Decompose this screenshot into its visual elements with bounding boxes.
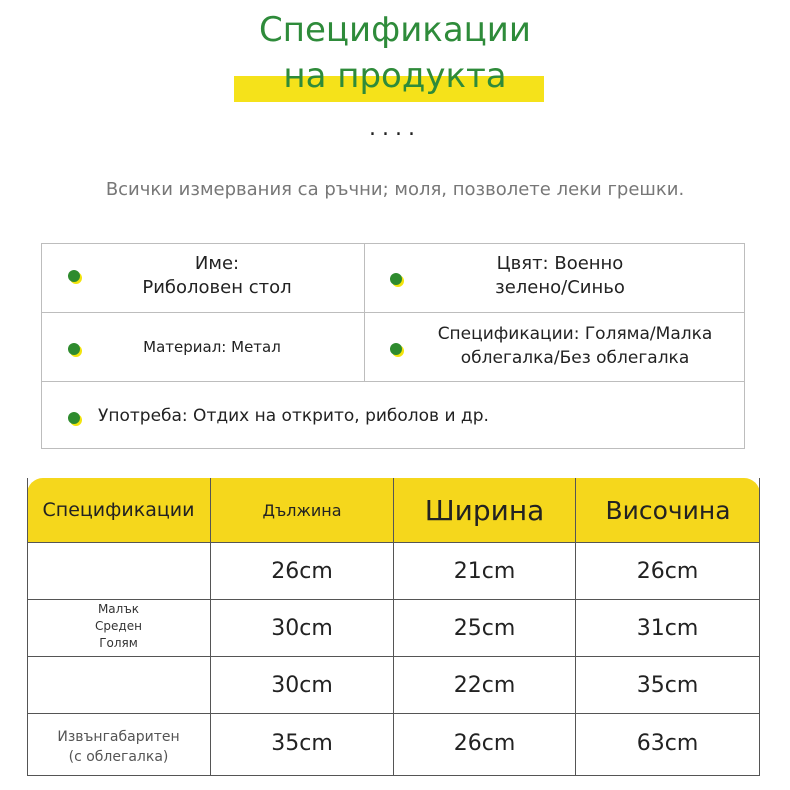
attr-usage: Употреба: Отдих на открито, риболов и др. (98, 406, 489, 426)
attr-spec-line-2: облегалка/Без облегалка (460, 348, 690, 368)
oversize-label-line-1: Извънгабаритен (57, 728, 180, 745)
bullet-icon (68, 343, 80, 355)
header-length: Дължина (262, 500, 342, 520)
width-cell: 26cm (453, 731, 516, 756)
table-row (27, 600, 760, 657)
attr-usage-cell (42, 382, 744, 449)
length-cell: 26cm (271, 559, 333, 584)
size-small-label: Малък (97, 602, 140, 616)
height-cell: 63cm (636, 731, 699, 756)
attr-name-value: Риболовен стол (142, 277, 292, 298)
attr-spec-line-1: Спецификации: Голяма/Малка (437, 324, 713, 344)
header-height: Височина (605, 495, 731, 525)
decorative-dots: .... (369, 116, 421, 141)
length-cell: 30cm (271, 673, 333, 698)
height-cell: 35cm (636, 673, 699, 698)
page-title-line-2: на продукта (283, 56, 507, 96)
attr-color-cell (365, 244, 745, 312)
height-cell: 31cm (636, 616, 699, 641)
attr-name-cell (42, 244, 364, 312)
table-divider (27, 775, 760, 776)
size-large-label: Голям (99, 636, 138, 650)
header-width: Ширина (424, 493, 545, 527)
dimensions-table (27, 478, 760, 776)
length-cell: 30cm (271, 616, 333, 641)
width-cell: 22cm (453, 673, 516, 698)
attr-color-line-1: Цвят: Военно (496, 253, 624, 274)
attr-color (405, 252, 715, 300)
width-cell: 21cm (453, 559, 516, 584)
size-medium-label: Среден (95, 619, 142, 633)
attributes-grid (41, 243, 745, 449)
bullet-icon (390, 273, 402, 285)
table-row (27, 543, 760, 600)
header-specifications: Спецификации (42, 499, 195, 521)
attr-spec (405, 322, 745, 370)
bullet-icon (68, 412, 80, 424)
length-cell: 35cm (271, 731, 333, 756)
attr-spec-cell (365, 313, 745, 381)
oversize-label-line-2: (с облегалка) (68, 748, 169, 765)
bullet-icon (68, 270, 80, 282)
attr-name (82, 252, 352, 300)
height-cell: 26cm (636, 559, 699, 584)
table-row (27, 715, 760, 772)
measurement-note: Всички измервания са ръчни; моля, позволете леки грешки. (105, 179, 685, 200)
attr-material-cell (42, 313, 364, 381)
attr-color-line-2: зелено/Синьо (495, 277, 625, 298)
bullet-icon (390, 343, 402, 355)
width-cell: 25cm (453, 616, 516, 641)
attr-name-label: Име: (194, 253, 240, 274)
page-title-line-1: Спецификации (259, 10, 531, 50)
table-row (27, 657, 760, 714)
attr-material: Материал: Метал (143, 338, 281, 356)
title-block (0, 0, 790, 110)
